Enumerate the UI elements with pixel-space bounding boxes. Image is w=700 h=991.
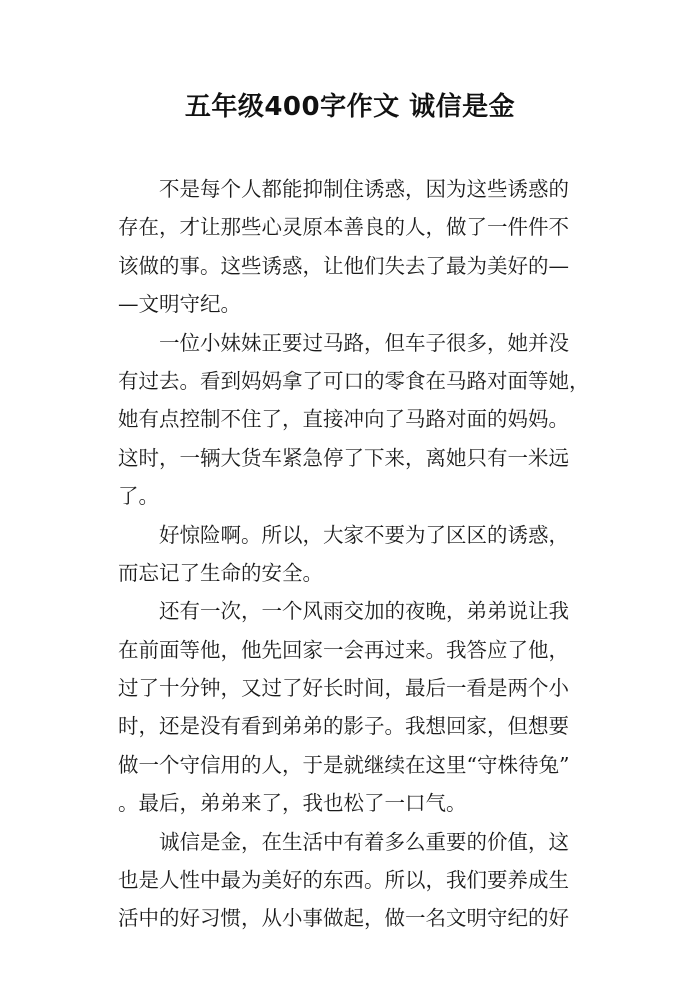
text-line: 也是人性中最为美好的东西。所以，我们要养成生: [118, 868, 569, 893]
essay-body: [118, 170, 590, 938]
text-line: 不是每个人都能抑制住诱惑，因为这些诱惑的: [159, 177, 569, 201]
text-line: 还有一次，一个风雨交加的夜晚，弟弟说让我: [159, 599, 569, 624]
text-line: 了。: [118, 484, 159, 509]
document-title: 五年级400字作文 诚信是金: [184, 92, 516, 122]
text-line: 有过去。看到妈妈拿了可口的零食在马路对面等她，: [118, 368, 590, 393]
text-line: 时，还是没有看到弟弟的影子。我想回家，但想要: [118, 714, 569, 739]
text-line: 她有点控制不住了，直接冲向了马路对面的妈妈。: [118, 407, 569, 432]
text-line: 诚信是金，在生活中有着多么重要的价值，这: [159, 829, 569, 854]
text-line: 过了十分钟，又过了好长时间，最后一看是两个小: [118, 676, 569, 701]
text-line: 在前面等他，他先回家一会再过来。我答应了他，: [118, 637, 569, 662]
text-line: 活中的好习惯，从小事做起，做一名文明守纪的好: [118, 906, 569, 931]
text-line: 好惊险啊。所以，大家不要为了区区的诱惑，: [159, 522, 569, 547]
text-line: 而忘记了生命的安全。: [118, 560, 323, 585]
text-line: 该做的事。这些诱惑，让他们失去了最为美好的—: [118, 253, 569, 278]
text-line: 。最后，弟弟来了，我也松了一口气。: [118, 791, 467, 816]
text-line: 一位小妹妹正要过马路，但车子很多，她并没: [159, 330, 569, 355]
text-line: —文明守纪。: [118, 292, 241, 317]
text-line: 这时，一辆大货车紧急停了下来，离她只有一米远: [118, 445, 569, 470]
text-line: 做一个守信用的人，于是就继续在这里“守株待兔”: [118, 752, 570, 777]
text-line: 存在，才让那些心灵原本善良的人，做了一件件不: [118, 215, 569, 240]
